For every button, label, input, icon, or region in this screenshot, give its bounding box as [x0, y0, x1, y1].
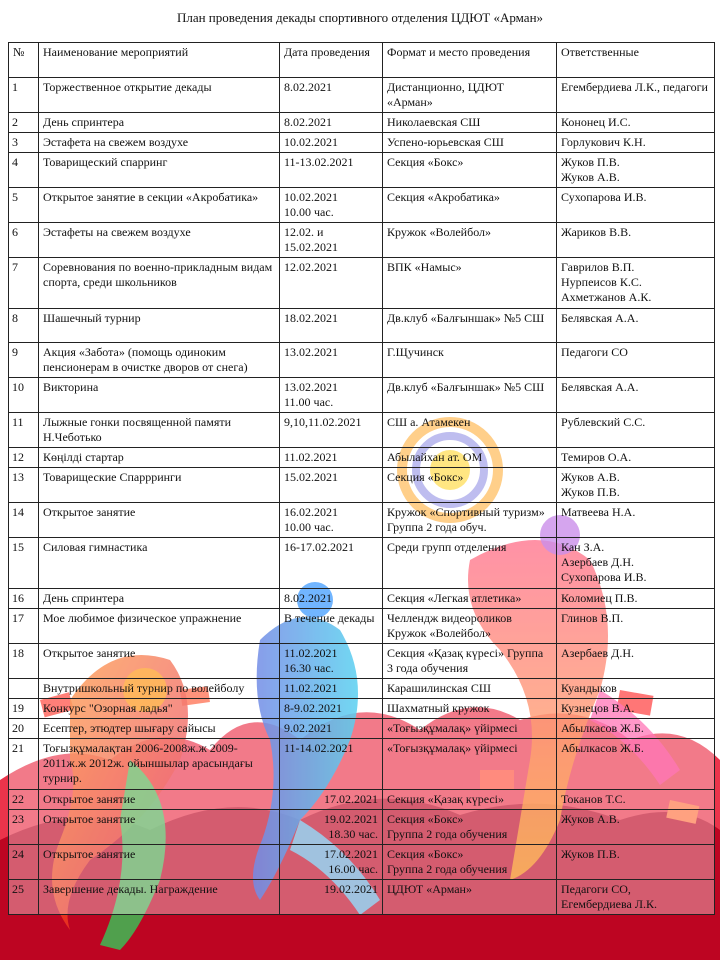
cell-date: 15.02.2021	[280, 468, 383, 503]
cell-format-place: ЦДЮТ «Арман»	[383, 880, 557, 915]
header-event-name: Наименование мероприятий	[39, 43, 280, 78]
table-row	[9, 468, 715, 503]
cell-responsible: Егембердиева Л.К., педагоги	[557, 78, 715, 113]
cell-number: 17	[9, 609, 39, 644]
cell-date: 13.02.2021 11.00 час.	[280, 378, 383, 413]
table-row	[9, 258, 715, 309]
table-row	[9, 538, 715, 589]
cell-date: 8-9.02.2021	[280, 699, 383, 719]
cell-format-place: Секция «Бокс»	[383, 153, 557, 188]
cell-number: 24	[9, 845, 39, 880]
cell-date: 10.02.2021	[280, 133, 383, 153]
table-row	[9, 153, 715, 188]
cell-format-place: Успено-юрьевская СШ	[383, 133, 557, 153]
table-row	[9, 309, 715, 343]
cell-event-name: Лыжные гонки посвященной памяти Н.Чеботько	[39, 413, 280, 448]
cell-responsible: Белявская А.А.	[557, 309, 715, 343]
cell-event-name: Шашечный турнир	[39, 309, 280, 343]
cell-format-place: Кружок «Волейбол»	[383, 223, 557, 258]
cell-event-name: Мое любимое физическое упражнение	[39, 609, 280, 644]
table-row	[9, 589, 715, 609]
cell-format-place: Секция «Легкая атлетика»	[383, 589, 557, 609]
cell-event-name: Конкурс "Озорная ладья"	[39, 699, 280, 719]
cell-number: 22	[9, 790, 39, 810]
cell-date: 12.02. и 15.02.2021	[280, 223, 383, 258]
cell-event-name: Открытое занятие	[39, 790, 280, 810]
cell-format-place: Дв.клуб «Балғыншак» №5 СШ	[383, 309, 557, 343]
cell-number: 2	[9, 113, 39, 133]
cell-format-place: ВПК «Намыс»	[383, 258, 557, 309]
table-header-row	[9, 43, 715, 78]
cell-number: 3	[9, 133, 39, 153]
cell-responsible: Педагоги СО	[557, 343, 715, 378]
cell-date: 8.02.2021	[280, 78, 383, 113]
table-row	[9, 448, 715, 468]
cell-date: 16.02.2021 10.00 час.	[280, 503, 383, 538]
cell-number: 8	[9, 309, 39, 343]
cell-responsible: Белявская А.А.	[557, 378, 715, 413]
cell-responsible: Кузнецов В.А.	[557, 699, 715, 719]
cell-responsible: Темиров О.А.	[557, 448, 715, 468]
cell-responsible: Токанов Т.С.	[557, 790, 715, 810]
cell-format-place: Николаевская СШ	[383, 113, 557, 133]
cell-event-name: Открытое занятие в секции «Акробатика»	[39, 188, 280, 223]
cell-date: 18.02.2021	[280, 309, 383, 343]
cell-responsible: Горлукович К.Н.	[557, 133, 715, 153]
cell-format-place: Дистанционно, ЦДЮТ «Арман»	[383, 78, 557, 113]
table-row	[9, 113, 715, 133]
cell-number: 18	[9, 644, 39, 679]
cell-date: 13.02.2021	[280, 343, 383, 378]
cell-responsible: Глинов В.П.	[557, 609, 715, 644]
cell-date: 11-13.02.2021	[280, 153, 383, 188]
cell-event-name: Тоғызқұмалақтан 2006-2008ж.ж 2009-2011ж.ж 2012ж. ойыншылар арасындағы турнир.	[39, 739, 280, 790]
table-row	[9, 503, 715, 538]
cell-event-name: Акция «Забота» (помощь одиноким пенсионерам в очистке дворов от снега)	[39, 343, 280, 378]
cell-event-name: День спринтера	[39, 589, 280, 609]
events-table	[8, 42, 715, 915]
cell-responsible: Матвеева Н.А.	[557, 503, 715, 538]
cell-number: 16	[9, 589, 39, 609]
cell-number: 12	[9, 448, 39, 468]
cell-responsible: Жуков П.В.	[557, 845, 715, 880]
table-row	[9, 719, 715, 739]
table-row	[9, 609, 715, 644]
cell-date: В течение декады	[280, 609, 383, 644]
cell-responsible: Жуков А.В.	[557, 810, 715, 845]
cell-event-name: Көңілді стартар	[39, 448, 280, 468]
cell-date: 11.02.2021	[280, 448, 383, 468]
cell-date: 19.02.2021	[280, 880, 383, 915]
cell-event-name: Соревнования по военно-прикладным видам спорта, среди школьников	[39, 258, 280, 309]
page-title: План проведения декады спортивного отделения ЦДЮТ «Арман»	[176, 10, 544, 25]
cell-format-place: «Тоғызқұмалақ» үйірмесі	[383, 719, 557, 739]
cell-number: 9	[9, 343, 39, 378]
cell-format-place: Среди групп отделения	[383, 538, 557, 589]
cell-date: 8.02.2021	[280, 589, 383, 609]
table-row	[9, 378, 715, 413]
cell-responsible: Коломиец П.В.	[557, 589, 715, 609]
cell-date: 11-14.02.2021	[280, 739, 383, 790]
cell-number: 10	[9, 378, 39, 413]
cell-event-name: Открытое занятие	[39, 810, 280, 845]
cell-date: 11.02.2021	[280, 679, 383, 699]
header-date: Дата проведения	[280, 43, 383, 78]
cell-event-name: Есептер, этюдтер шығару сайысы	[39, 719, 280, 739]
cell-date: 10.02.2021 10.00 час.	[280, 188, 383, 223]
cell-number: 21	[9, 739, 39, 790]
cell-number: 5	[9, 188, 39, 223]
cell-date: 19.02.2021 18.30 час.	[280, 810, 383, 845]
header-responsible: Ответственные	[557, 43, 715, 78]
cell-number: 6	[9, 223, 39, 258]
cell-event-name: Силовая гимнастика	[39, 538, 280, 589]
cell-number	[9, 679, 39, 699]
cell-date: 17.02.2021	[280, 790, 383, 810]
cell-event-name: Товарищеский спарринг	[39, 153, 280, 188]
cell-responsible: Жуков А.В. Жуков П.В.	[557, 468, 715, 503]
table-row	[9, 644, 715, 679]
cell-responsible: Абылкасов Ж.Б.	[557, 719, 715, 739]
cell-number: 4	[9, 153, 39, 188]
cell-responsible: Жариков В.В.	[557, 223, 715, 258]
cell-format-place: СШ а. Атамекен	[383, 413, 557, 448]
cell-event-name: Открытое занятие	[39, 503, 280, 538]
cell-format-place: Секция «Бокс» Группа 2 года обучения	[383, 845, 557, 880]
cell-date: 16-17.02.2021	[280, 538, 383, 589]
cell-format-place: Челлендж видеороликов Кружок «Волейбол»	[383, 609, 557, 644]
cell-responsible: Кан З.А. Азербаев Д.Н. Сухопарова И.В.	[557, 538, 715, 589]
cell-format-place: Шахматный кружок	[383, 699, 557, 719]
table-row	[9, 845, 715, 880]
cell-format-place: Секция «Бокс»	[383, 468, 557, 503]
cell-number: 20	[9, 719, 39, 739]
cell-format-place: Секция «Қазақ күресі»	[383, 790, 557, 810]
cell-number: 14	[9, 503, 39, 538]
cell-format-place: Дв.клуб «Балғыншак» №5 СШ	[383, 378, 557, 413]
cell-number: 25	[9, 880, 39, 915]
header-number: №	[9, 43, 39, 78]
cell-format-place: Секция «Қазақ күресі» Группа 3 года обучения	[383, 644, 557, 679]
cell-event-name: Викторина	[39, 378, 280, 413]
cell-responsible: Жуков П.В. Жуков А.В.	[557, 153, 715, 188]
cell-event-name: День спринтера	[39, 113, 280, 133]
table-row	[9, 413, 715, 448]
cell-event-name: Открытое занятие	[39, 644, 280, 679]
cell-format-place: Секция «Бокс» Группа 2 года обучения	[383, 810, 557, 845]
cell-format-place: Абылайхан ат. ОМ	[383, 448, 557, 468]
cell-format-place: Секция «Акробатика»	[383, 188, 557, 223]
cell-date: 9,10,11.02.2021	[280, 413, 383, 448]
cell-number: 23	[9, 810, 39, 845]
cell-date: 11.02.2021 16.30 час.	[280, 644, 383, 679]
cell-responsible: Абылкасов Ж.Б.	[557, 739, 715, 790]
table-row	[9, 739, 715, 790]
table-row	[9, 343, 715, 378]
table-row	[9, 810, 715, 845]
table-row	[9, 78, 715, 113]
cell-event-name: Открытое занятие	[39, 845, 280, 880]
table-row	[9, 790, 715, 810]
cell-responsible: Азербаев Д.Н.	[557, 644, 715, 679]
cell-date: 9.02.2021	[280, 719, 383, 739]
table-row	[9, 188, 715, 223]
table-row	[9, 133, 715, 153]
header-format-place: Формат и место проведения	[383, 43, 557, 78]
cell-event-name: Товарищеские Спаррринги	[39, 468, 280, 503]
table-row	[9, 880, 715, 915]
cell-format-place: Карашилинская СШ	[383, 679, 557, 699]
cell-number: 15	[9, 538, 39, 589]
table-row	[9, 699, 715, 719]
cell-event-name: Завершение декады. Награждение	[39, 880, 280, 915]
cell-responsible: Педагоги СО, Егембердиева Л.К.	[557, 880, 715, 915]
cell-date: 17.02.2021 16.00 час.	[280, 845, 383, 880]
cell-event-name: Торжественное открытие декады	[39, 78, 280, 113]
cell-date: 8.02.2021	[280, 113, 383, 133]
cell-number: 13	[9, 468, 39, 503]
cell-responsible: Сухопарова И.В.	[557, 188, 715, 223]
cell-number: 19	[9, 699, 39, 719]
cell-event-name: Эстафеты на свежем воздухе	[39, 223, 280, 258]
cell-responsible: Гаврилов В.П. Нурпеисов К.С. Ахметжанов А.К.	[557, 258, 715, 309]
table-row	[9, 223, 715, 258]
cell-format-place: «Тоғызқұмалақ» үйірмесі	[383, 739, 557, 790]
cell-responsible: Рублевский С.С.	[557, 413, 715, 448]
cell-number: 11	[9, 413, 39, 448]
cell-responsible: Кононец И.С.	[557, 113, 715, 133]
cell-responsible: Куандыков	[557, 679, 715, 699]
cell-event-name: Эстафета на свежем воздухе	[39, 133, 280, 153]
table-row	[9, 679, 715, 699]
cell-format-place: Кружок «Спортивный туризм» Группа 2 года обуч.	[383, 503, 557, 538]
cell-event-name: Внутришкольный турнир по волейболу	[39, 679, 280, 699]
cell-number: 1	[9, 78, 39, 113]
cell-date: 12.02.2021	[280, 258, 383, 309]
cell-format-place: Г.Щучинск	[383, 343, 557, 378]
cell-number: 7	[9, 258, 39, 309]
